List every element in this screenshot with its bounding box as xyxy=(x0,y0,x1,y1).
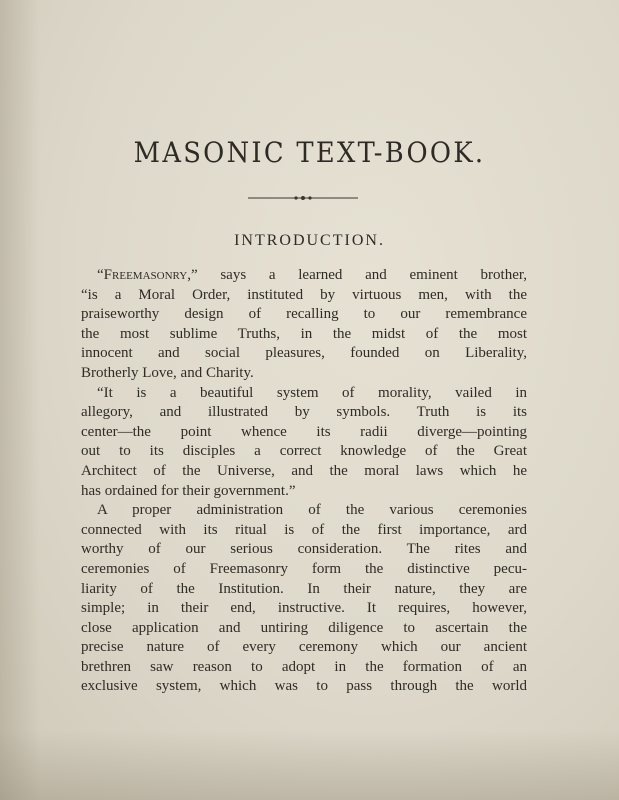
text-line: precise nature of every ceremony which our ancient xyxy=(81,639,527,656)
text-line: ceremonies of Freemasonry form the distinctive pecu- xyxy=(81,560,527,577)
text-line: connected with its ritual is of the first importance, ard xyxy=(81,521,527,538)
text-line: “It is a beautiful system of morality, vailed in xyxy=(97,384,527,401)
small-caps-word: Freemasonry xyxy=(103,267,188,283)
paragraph xyxy=(81,501,527,697)
text-line: brethren saw reason to adopt in the formation of an xyxy=(81,658,527,675)
text-line: innocent and social pleasures, founded on Liberality, xyxy=(81,345,527,362)
text-line: Brotherly Love, and Charity. xyxy=(81,364,254,381)
page-title: MASONIC TEXT-BOOK. xyxy=(133,136,486,169)
ornamental-rule xyxy=(248,194,358,202)
text-line: exclusive system, which was to pass through the world xyxy=(81,678,527,695)
text-line: center—the point whence its radii diverge—pointing xyxy=(81,423,527,440)
text-line: “Freemasonry,” says a learned and eminent brother, xyxy=(97,267,527,283)
text-line: praiseworthy design of recalling to our remembrance xyxy=(81,306,527,323)
text-line: simple; in their end, instructive. It requires, however, xyxy=(81,600,527,617)
text-line: close application and untiring diligence to ascertain the xyxy=(81,619,527,636)
section-heading: INTRODUCTION. xyxy=(234,232,385,249)
paragraph xyxy=(81,384,527,502)
paragraph xyxy=(81,266,527,384)
text-line: “is a Moral Order, instituted by virtuous men, with the xyxy=(81,286,527,303)
text-line: liarity of the Institution. In their nature, they are xyxy=(81,580,527,597)
page-gutter-shadow xyxy=(0,0,40,800)
text-line: the most sublime Truths, in the midst of the most xyxy=(81,325,527,342)
text-line: out to its disciples a correct knowledge of the Great xyxy=(81,443,527,460)
body-text xyxy=(81,266,527,697)
page-bottom-shadow xyxy=(0,730,619,800)
text-line: A proper administration of the various ceremonies xyxy=(97,502,527,519)
text-line: Architect of the Universe, and the moral laws which he xyxy=(81,462,527,479)
text-line: allegory, and illustrated by symbols. Truth is its xyxy=(81,404,527,421)
text-line: worthy of our serious consideration. The rites and xyxy=(81,541,527,558)
text-line: has ordained for their government.” xyxy=(81,482,296,499)
